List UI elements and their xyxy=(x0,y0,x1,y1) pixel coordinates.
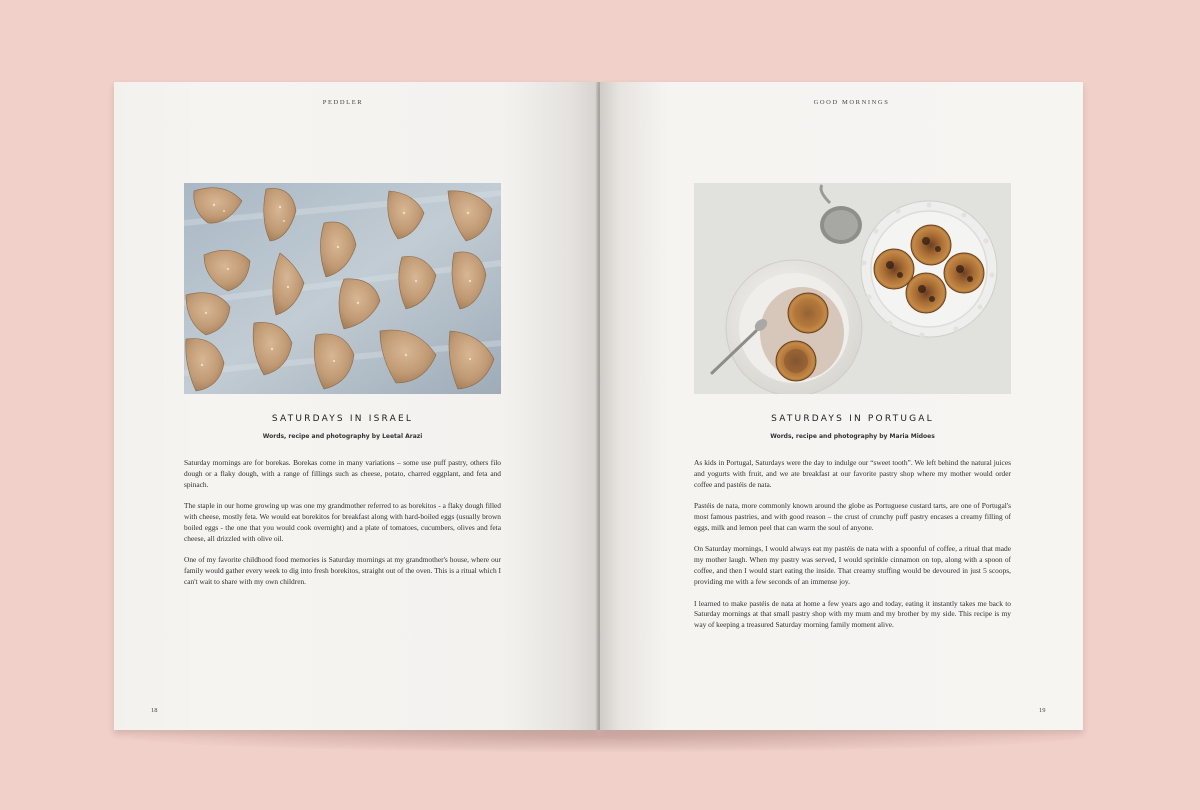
left-page-number: 18 xyxy=(151,707,158,714)
right-paragraph: As kids in Portugal, Saturdays were the day to indulge our “sweet tooth”. We left behind the natural juices and yogurts with fruit, and we ate breakfast at our favorite pastry shop where my mother would order coffee and pastéis de nata. xyxy=(694,458,1011,489)
left-page xyxy=(114,82,598,730)
borekas-photo-illustration xyxy=(184,183,501,394)
right-running-head: GOOD MORNINGS xyxy=(813,99,890,106)
left-article-title: SATURDAYS IN ISRAEL xyxy=(271,414,414,424)
right-article-body xyxy=(694,458,1011,642)
right-article-title: SATURDAYS IN PORTUGAL xyxy=(771,414,934,424)
pasteis-de-nata-photo xyxy=(694,183,1011,394)
left-paragraph: The staple in our home growing up was one my grandmother referred to as borekitos - a flaky dough filled with cheese, mostly feta. We would eat borekitos for breakfast along with hard-boiled eggs (usually brown boiled eggs - the one that you would cook overnight) and a plate of tomatoes, cucumbers, olives and feta cheese, all drizzled with olive oil. xyxy=(184,501,501,543)
left-article-byline: Words, recipe and photography by Leetal Arazi xyxy=(262,433,423,440)
left-article-body xyxy=(184,458,501,599)
left-paragraph: One of my favorite childhood food memories is Saturday mornings at my grandmother's house, where our family would gather every week to dig into fresh borekitos, straight out of the oven. This is a ritual which I can't wait to share with my own children. xyxy=(184,555,501,587)
borekas-photo xyxy=(184,183,501,394)
right-paragraph: Pastéis de nata, more commonly known around the globe as Portuguese custard tarts, are one of Portugal's most famous pastries, and with good reason – the crust of crunchy puff pastry encases a creamy filling of eggs, milk and lemon peel that can warm the soul of anyone. xyxy=(694,501,1011,533)
right-article-byline: Words, recipe and photography by Maria Midoes xyxy=(770,433,935,440)
left-running-head: PEDDLER xyxy=(322,99,364,106)
right-paragraph: I learned to make pastéis de nata at home a few years ago and today, eating it instantly takes me back to Saturday mornings at that small pastry shop with my mum and my brother by my side. This recipe is my way of keeping a treasured Saturday morning family moment alive. xyxy=(694,598,1011,630)
right-page xyxy=(600,82,1083,730)
pasteis-photo-illustration xyxy=(694,183,1011,394)
right-paragraph: On Saturday mornings, I would always eat my pastéis de nata with a spoonful of coffee, a ritual that made my mother laugh. When my pastry was served, I would sprinkle cinnamon on top, along with a spoon of coffee, and then I would start eating the inside. That creamy stuffing would be devoured in just 5 scoops, providing me with a few seconds of an immense joy. xyxy=(694,544,1011,587)
left-paragraph: Saturday mornings are for borekas. Borekas come in many variations – some use puff pastry, others filo dough or a flaky dough, with a range of fillings such as cheese, potato, charred eggplant, and feta and spinach. xyxy=(184,458,501,489)
right-page-number: 19 xyxy=(1039,707,1046,714)
